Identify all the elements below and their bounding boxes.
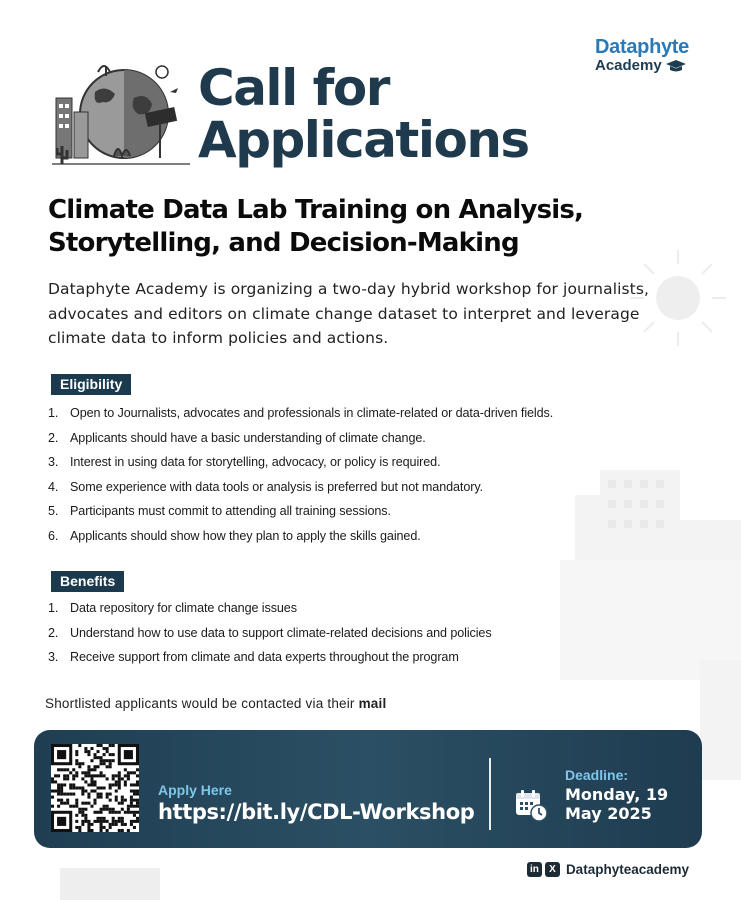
- deadline-label: Deadline:: [565, 767, 629, 783]
- list-item-number: 6.: [48, 528, 59, 543]
- title-line2: Applications: [198, 111, 529, 169]
- list-item: [48, 650, 668, 675]
- list-item-text: Some experience with data tools or analysis is preferred but not mandatory.: [70, 479, 483, 494]
- training-title-line1: Climate Data Lab Training on Analysis,: [48, 195, 584, 225]
- shortlist-text: Shortlisted applicants would be contacted via their: [45, 696, 355, 711]
- logo-name-line1: Dataphyte: [595, 36, 689, 58]
- training-title: [48, 194, 648, 260]
- apply-banner: [34, 730, 702, 848]
- deadline-date-line1: Monday, 19: [565, 785, 669, 804]
- list-item-text: Open to Journalists, advocates and professionals in climate-related or data-driven fields.: [70, 406, 554, 420]
- list-item: [48, 601, 668, 626]
- list-item-text: Participants must commit to attending all training sessions.: [70, 504, 391, 518]
- list-item-text: Data repository for climate change issues: [70, 601, 297, 615]
- deadline-date: [565, 785, 668, 823]
- qr-code-icon[interactable]: [51, 744, 139, 832]
- list-item-number: 3.: [48, 455, 59, 469]
- list-item-number: 4.: [48, 479, 59, 494]
- list-item: [48, 480, 668, 505]
- list-item-number: 1.: [48, 601, 59, 615]
- list-item: [48, 504, 668, 529]
- benefits-list: [48, 601, 668, 675]
- graduation-cap-icon: [666, 59, 686, 73]
- climate-globe-illustration: [50, 52, 192, 167]
- logo-name-line2: Academy: [595, 57, 662, 74]
- list-item: [48, 406, 668, 431]
- list-item-text: Understand how to use data to support climate-related decisions and policies: [70, 625, 492, 640]
- list-item-text: Applicants should have a basic understanding of climate change.: [70, 430, 426, 445]
- eligibility-heading: Eligibility: [51, 374, 131, 395]
- deadline-date-line2: May 2025: [565, 804, 652, 823]
- intro-paragraph: Dataphyte Academy is organizing a two-day hybrid workshop for journalists, advocates and editors on climate change dataset to interpret and leverage climate data to inform policies and actions.: [48, 280, 650, 347]
- dataphyte-academy-logo: [595, 36, 689, 74]
- list-item-text: Interest in using data for storytelling, advocacy, or policy is required.: [70, 455, 441, 469]
- shortlist-note: [45, 696, 386, 711]
- list-item-number: 2.: [48, 430, 59, 445]
- list-item: [48, 529, 668, 554]
- list-item: [48, 626, 668, 651]
- list-item-text: Applicants should show how they plan to apply the skills gained.: [70, 528, 421, 543]
- linkedin-icon[interactable]: in: [527, 862, 542, 877]
- list-item-number: 3.: [48, 650, 59, 664]
- list-item: [48, 455, 668, 480]
- apply-label: Apply Here: [158, 782, 232, 798]
- social-handle[interactable]: [527, 862, 689, 877]
- training-title-line2: Storytelling, and Decision-Making: [48, 228, 519, 258]
- list-item-number: 2.: [48, 625, 59, 640]
- apply-link[interactable]: https://bit.ly/CDL-Workshop: [158, 800, 475, 824]
- list-item: [48, 431, 668, 456]
- title-line1: Call for: [198, 59, 389, 117]
- eligibility-list: [48, 406, 668, 553]
- list-item-number: 1.: [48, 406, 59, 420]
- benefits-heading: Benefits: [51, 571, 124, 592]
- social-handle-text: Dataphyteacademy: [565, 862, 689, 877]
- banner-divider: [489, 758, 491, 830]
- x-icon[interactable]: X: [545, 862, 560, 877]
- page-title: [198, 59, 529, 169]
- logo-name-line2-row: [595, 57, 689, 74]
- shortlist-bold: mail: [358, 696, 387, 711]
- list-item-number: 5.: [48, 504, 59, 518]
- list-item-text: Receive support from climate and data experts throughout the program: [70, 650, 459, 664]
- calendar-clock-icon: [514, 788, 548, 822]
